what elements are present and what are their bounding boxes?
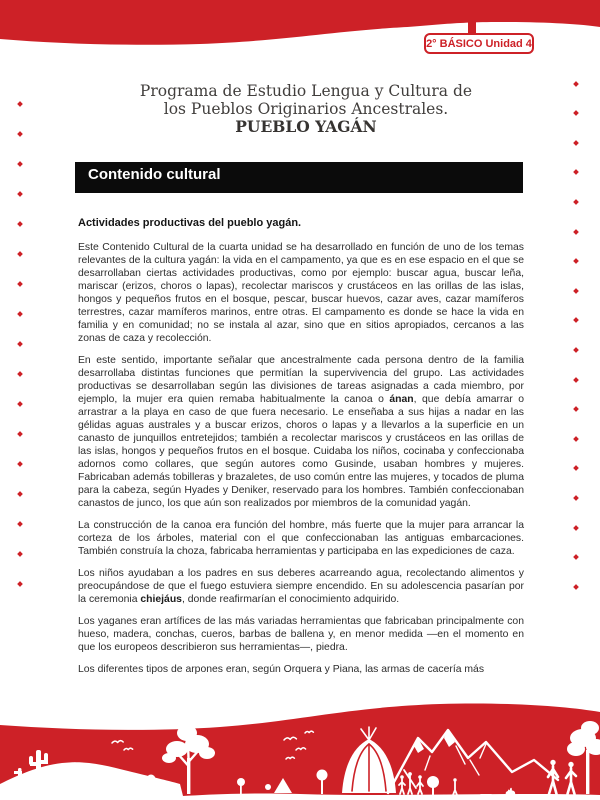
diamond-ornament-icon xyxy=(17,401,23,407)
diamond-ornament-icon xyxy=(17,371,23,377)
paragraph: Este Contenido Cultural de la cuarta unidad se ha desarrollado en función de uno de los temas relevantes de la cultura yagán: la vida en el campamento, ya que es en ese espacio en el que se desarrollaban ciertas actividades productivas, como por ejemplo: buscar agua, buscar leña, mariscar (erizos, choros o lapas), recolectar mariscos y crustáceos en las orillas de las islas, hongos y pequeños frutos en el bosque, pescar, buscar huevos, cazar aves, cazar mamíferos terrestres, cazar mamíferos marinos, entre otras. El campamento es donde se hace la vida en familia y en comunidad; no se instala al azar, sino que en sitios apropiados, cercanos a las zonas de caza y recolección. xyxy=(78,242,524,344)
diamond-ornament-icon xyxy=(17,281,23,287)
article-body xyxy=(78,241,524,685)
diamond-ornament-icon xyxy=(573,495,579,501)
diamond-ornament-icon xyxy=(573,525,579,531)
diamond-ornament-icon xyxy=(17,251,23,257)
diamond-ornament-icon xyxy=(573,465,579,471)
diamond-ornament-icon xyxy=(573,288,579,294)
diamond-ornament-icon xyxy=(573,406,579,412)
diamond-ornament-icon xyxy=(17,311,23,317)
section-title-bar: Contenido cultural xyxy=(75,162,523,193)
diamond-ornament-icon xyxy=(17,191,23,197)
diamond-ornament-icon xyxy=(17,581,23,587)
article-heading: Actividades productivas del pueblo yagán. xyxy=(78,217,302,229)
diamond-ornament-icon xyxy=(17,221,23,227)
diamond-ornament-icon xyxy=(17,161,23,167)
diamond-ornament-icon xyxy=(17,341,23,347)
diamond-ornament-icon xyxy=(17,491,23,497)
paragraph: Los diferentes tipos de arpones eran, según Orquera y Piana, las armas de cacería más xyxy=(78,664,485,675)
diamond-ornament-icon xyxy=(573,199,579,205)
diamond-ornament-icon xyxy=(17,461,23,467)
program-title-line1: Programa de Estudio Lengua y Cultura de xyxy=(139,82,473,100)
diamond-ornament-icon xyxy=(573,317,579,323)
unit-badge: 2° BÁSICO Unidad 4 xyxy=(424,33,534,54)
paragraph: Los yaganes eran artífices de las más variadas herramientas que fabricaban principalmente con hueso, madera, conchas, cueros, barbas de ballena y, en menor medida —en el momento en que los europeos describieron sus herramientas—, piedra. xyxy=(78,616,524,653)
paragraph: Los niños ayudaban a los padres en sus deberes acarreando agua, recolectando alimentos y preocupándose de que el fuego estuviera siempre encendido. En su adolescencia pasarían por la ceremonia chiejáus, donde reafirmarían el conocimiento adquirido. xyxy=(78,568,524,605)
diamond-ornament-icon xyxy=(573,140,579,146)
diamond-ornament-icon xyxy=(573,169,579,175)
diamond-ornament-icon xyxy=(17,551,23,557)
diamond-ornament-icon xyxy=(17,521,23,527)
program-title-pueblo: PUEBLO YAGÁN xyxy=(235,117,377,136)
diamond-ornament-icon xyxy=(573,258,579,264)
program-title-line2: los Pueblos Originarios Ancestrales. xyxy=(163,99,449,118)
diamond-ornament-icon xyxy=(573,229,579,235)
program-title xyxy=(6,83,600,136)
diamond-ornament-icon xyxy=(573,554,579,560)
diamond-ornament-icon xyxy=(573,347,579,353)
diamond-ornament-icon xyxy=(573,584,579,590)
paragraph: En este sentido, importante señalar que ancestralmente cada persona dentro de la familia desarrollaba distintas funciones que permitían la supervivencia del grupo. Las actividades productivas se desarrollaban según las divisiones de tareas asignadas a cada miembro, por ejemplo, la mujer era quien remaba habitualmente la canoa o ánan, que debía amarrar o arrastrar a la playa en caso de que fuera necesario. Le enseñaba a sus hijas a nadar en las gélidas aguas australes y a buscar erizos, choros o lapas y a llevarlos a la superficie en un canasto de junquillos entretejidos; también a recolectar mariscos y crustáceos en las orillas de las islas, hongos y pequeños frutos en el bosque. Cuidaba los niños, cocinaba y confeccionaba adornos como collares, que según autores como Gusinde, usaban hombres y mujeres. Fabricaban además tobilleras y brazaletes, de uso común entre las mujeres, y tocados de pluma para la cabeza, según Hyades y Deniker, reservado para los hombres. También confeccionaban canastos de junco, los que aún son realizados por miembros de la comunidad yagán. xyxy=(78,355,524,509)
footer-illustration xyxy=(0,700,600,800)
diamond-ornament-icon xyxy=(17,431,23,437)
paragraph: La construcción de la canoa era función del hombre, más fuerte que la mujer para arrancar la corteza de los árboles, material con el que confeccionaban las antiguas embarcaciones. También construía la choza, fabricaba herramientas y participaba en las expediciones de caza. xyxy=(78,520,524,557)
diamond-ornament-icon xyxy=(573,436,579,442)
diamond-ornament-icon xyxy=(573,377,579,383)
